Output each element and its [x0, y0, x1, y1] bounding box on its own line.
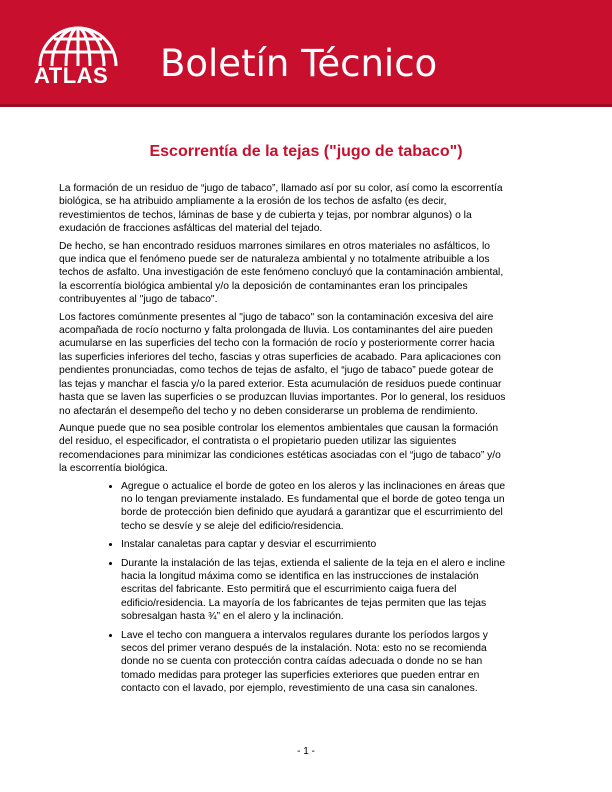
document-title: Escorrentía de la tejas ("jugo de tabaco") [149, 143, 463, 160]
paragraph: La formación de un residuo de “jugo de tabaco”, llamado así por su color, así como la escorrentía biológica, se ha atribuido ampliamente a la erosión de los techos de asfalto (es decir, revestimientos de techos, láminas de base y de cubierta y tejas, por nombrar algunos) o la exudación de fracciones asfálticas del material del tejado. [59, 183, 503, 235]
paragraph: Aunque puede que no sea posible controlar los elementos ambientales que causan la formación del residuo, el especificador, el contratista o el propietario pueden utilizar las siguientes recomendaciones para minimizar las condiciones estéticas asociadas con el “jugo de tabaco” y/o la escorrentía biológica. [59, 422, 501, 475]
bulletin-title: Boletín Técnico [160, 42, 438, 85]
paragraph: Los factores comúnmente presentes al "jugo de tabaco" son la contaminación excesiva del aire acompañada de rocío nocturno y falta prolongada de lluvia. Los contaminantes del aire pueden acumularse en las superficies del techo con la formación de rocío y posteriormente correr hacia las superficies inferiores del techo, fascias y otras superficies de acabado. Para aplicaciones con pendientes pronunciadas, como techos de tejas de asfalto, el “jugo de tabaco” puede gotear de las tejas y manchar el fascia y/o la pared exterior. Esta acumulación de residuos puede continuar hasta que se laven las superficies o se produzcan lluvias importantes. Por lo general, los residuos no afectarán el desempeño del techo y no deben considerarse un problema de rendimiento. [59, 311, 506, 417]
list-item: • Lave el techo con manguera a intervalos regulares durante los períodos largos y secos del primer verano después de la instalación. Nota: esto no se recomienda donde no se cuenta con protección contra caídas adecuada o donde no se han tomado medidas para proteger las superficies exteriores que pueden entrar en contacto con el lavado, por ejemplo, revestimiento de una casa sin canalones. [121, 629, 509, 696]
paragraph: De hecho, se han encontrado residuos marrones similares en otros materiales no asfálticos, lo que indica que el fenómeno puede ser de naturaleza ambiental y no totalmente atribuible a los techos de asfalto. Una investigación de este fenómeno concluyó que la contaminación ambiental, la escorrentía biológica ambiental y/o la deposición de contaminantes eran los principales contribuyentes al "jugo de tabaco". [59, 240, 504, 306]
header-divider [0, 104, 612, 107]
header-banner [0, 0, 612, 104]
list-item: • Agregue o actualice el borde de goteo en los aleros y las inclinaciones en áreas que no lo tengan previamente instalado. Es fundamental que el borde de goteo tenga un borde de protección bien definido que ayudará a garantizar que el escurrimiento del techo se desvíe y se aleje del edificio/residencia. [121, 480, 509, 534]
atlas-logo-text: ATLAS [34, 63, 109, 88]
recommendations-list [59, 480, 509, 696]
document-body [59, 182, 509, 701]
page-number: - 1 - [297, 746, 315, 757]
list-item: • Instalar canaletas para captar y desviar el escurrimiento [121, 538, 509, 551]
list-item: • Durante la instalación de las tejas, extienda el saliente de la teja en el alero e incline hacia la longitud máxima como se identifica en las instrucciones de instalación escritas del fabricante. Esto permitirá que el escurrimiento caiga fuera del edificio/residencia. La mayoría de los fabricantes de tejas permiten que las tejas sobresalgan hasta ¾” en el alero y la inclinación. [121, 557, 509, 624]
